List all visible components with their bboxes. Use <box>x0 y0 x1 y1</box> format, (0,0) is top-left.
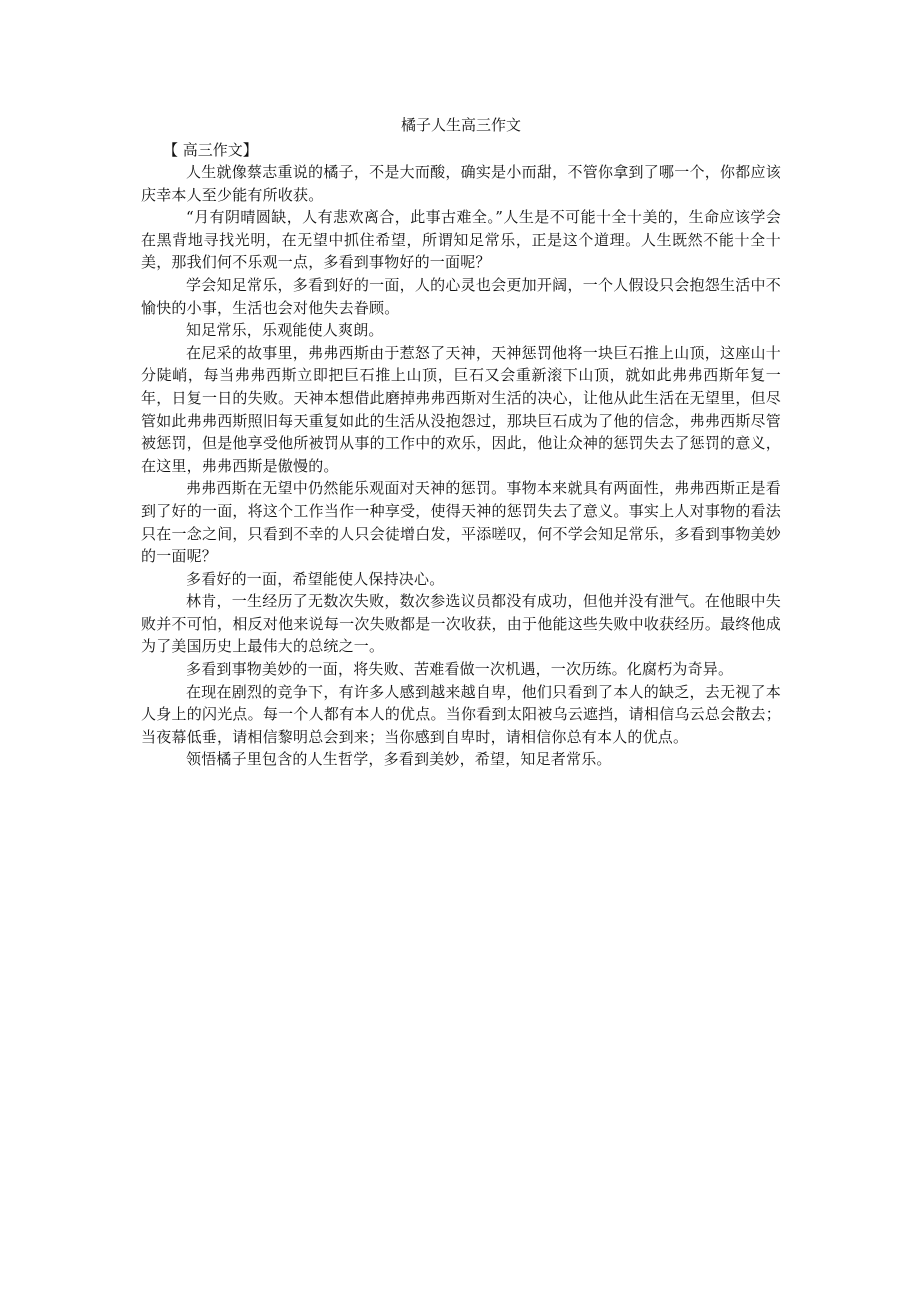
document-body <box>141 114 781 771</box>
paragraph-8: 林肯，一生经历了无数次失败，数次参选议员都没有成功，但他并没有泄气。在他眼中失败并不可怕，相反对他来说每一次失败都是一次收获，由于他能这些失败中收获经历。最终他成为了美国历史上最伟大的总统之一。 <box>141 592 781 656</box>
paragraph-1: 人生就像蔡志重说的橘子，不是大而酸，确实是小而甜，不管你拿到了哪一个，你都应该庆幸本人至少能有所收获。 <box>141 163 781 204</box>
paragraph-11: 领悟橘子里包含的人生哲学，多看到美妙，希望，知足者常乐。 <box>186 750 612 769</box>
document-title: 橘子人生高三作文 <box>400 116 521 134</box>
paragraph-2: “月有阴晴圆缺，人有悲欢离合，此事古难全。”人生是不可能十全十美的，生命应该学会在黑背地寻找光明，在无望中抓住希望，所谓知足常乐，正是这个道理。人生既然不能十全十美，那我们何不乐观一点，多看到事物好的一面呢？ <box>141 208 781 272</box>
paragraph-10: 在现在剧烈的竞争下，有许多人感到越来越自卑，他们只看到了本人的缺乏，去无视了本人身上的闪光点。每一个人都有本人的优点。当你看到太阳被乌云遮挡，请相信乌云总会散去；当夜幕低垂，请相信黎明总会到来；当你感到自卑时，请相信你总有本人的优点。 <box>141 682 781 746</box>
paragraph-4: 知足常乐，乐观能使人爽朗。 <box>186 321 384 340</box>
paragraph-9: 多看到事物美妙的一面，将失败、苦难看做一次机遇，一次历练。化腐朽为奇异。 <box>186 660 734 679</box>
paragraph-6: 弗弗西斯在无望中仍然能乐观面对天神的惩罚。事物本来就具有两面性，弗弗西斯正是看到了好的一面，将这个工作当作一种享受，使得天神的惩罚失去了意义。事实上人对事物的看法只在一念之间，只看到不幸的人只会徒增白发，平添嗟叹，何不学会知足常乐，多看到事物美妙的一面呢？ <box>141 479 781 566</box>
paragraph-5: 在尼采的故事里，弗弗西斯由于惹怒了天神，天神惩罚他将一块巨石推上山顶，这座山十分陡峭，每当弗弗西斯立即把巨石推上山顶，巨石又会重新滚下山顶，就如此弗弗西斯年复一年，日复一日的失败。天神本想借此磨掉弗弗西斯对生活的决心，让他从此生活在无望里，但尽管如此弗弗西斯照旧每天重复如此的生活从没抱怨过，那块巨石成为了他的信念，弗弗西斯尽管被惩罚，但是他享受他所被罚从事的工作中的欢乐，因此，他让众神的惩罚失去了惩罚的意义，在这里，弗弗西斯是傲慢的。 <box>141 343 781 475</box>
section-label: 【 高三作文】 <box>163 141 258 159</box>
paragraph-7: 多看好的一面，希望能使人保持决心。 <box>186 569 445 588</box>
paragraph-3: 学会知足常乐，多看到好的一面，人的心灵也会更加开阔，一个人假设只会抱怨生活中不愉快的小事，生活也会对他失去眷顾。 <box>141 275 781 317</box>
